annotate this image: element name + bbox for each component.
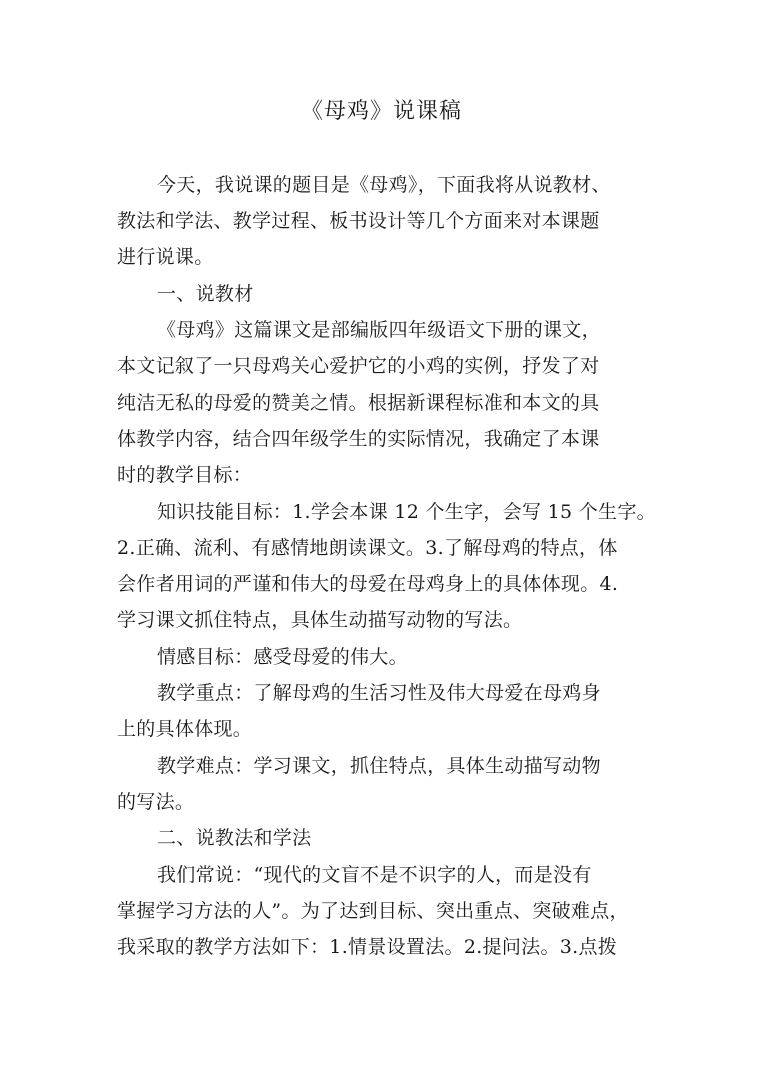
paragraph-line: 我们常说：“现代的文盲不是不识字的人，而是没有 — [157, 864, 592, 886]
paragraph-line: 教学难点：学习课文，抓住特点，具体生动描写动物 — [157, 755, 601, 777]
section-heading: 二、说教法和学法 — [157, 827, 312, 849]
paragraph-line: 教学重点：了解母鸡的生活习性及伟大母爱在母鸡身 — [157, 682, 601, 704]
paragraph-line: 掌握学习方法的人”。为了达到目标、突出重点、突破难点， — [117, 900, 629, 922]
paragraph-line: 2.正确、流利、有感情地朗读课文。3.了解母鸡的特点，体 — [117, 537, 618, 559]
paragraph-line: 纯洁无私的母爱的赞美之情。根据新课程标准和本文的具 — [117, 392, 600, 414]
document-title: 《母鸡》说课稿 — [300, 99, 462, 124]
paragraph-line: 情感目标：感受母爱的伟大。 — [157, 646, 408, 668]
paragraph-line: 学习课文抓住特点，具体生动描写动物的写法。 — [117, 609, 523, 631]
paragraph-line: 我采取的教学方法如下：1.情景设置法。2.提问法。3.点拨 — [117, 936, 618, 958]
section-heading: 一、说教材 — [157, 283, 254, 305]
paragraph-line: 会作者用词的严谨和伟大的母爱在母鸡身上的具体体现。4. — [117, 573, 619, 595]
paragraph-line: 教法和学法、教学过程、板书设计等几个方面来对本课题 — [117, 210, 600, 232]
paragraph-line: 今天，我说课的题目是《母鸡》，下面我将从说教材、 — [157, 174, 611, 196]
paragraph-line: 的写法。 — [117, 791, 195, 813]
paragraph-line: 知识技能目标：1.学会本课 12 个生字，会写 15 个生字。 — [157, 501, 656, 523]
paragraph-line: 体教学内容，结合四年级学生的实际情况，我确定了本课 — [117, 428, 600, 450]
paragraph-line: 时的教学目标： — [117, 464, 253, 486]
paragraph-line: 《母鸡》这篇课文是部编版四年级语文下册的课文， — [157, 319, 601, 341]
paragraph-line: 上的具体体现。 — [117, 718, 253, 740]
paragraph-line: 进行说课。 — [117, 246, 214, 268]
paragraph-line: 本文记叙了一只母鸡关心爱护它的小鸡的实例，抒发了对 — [117, 355, 600, 377]
